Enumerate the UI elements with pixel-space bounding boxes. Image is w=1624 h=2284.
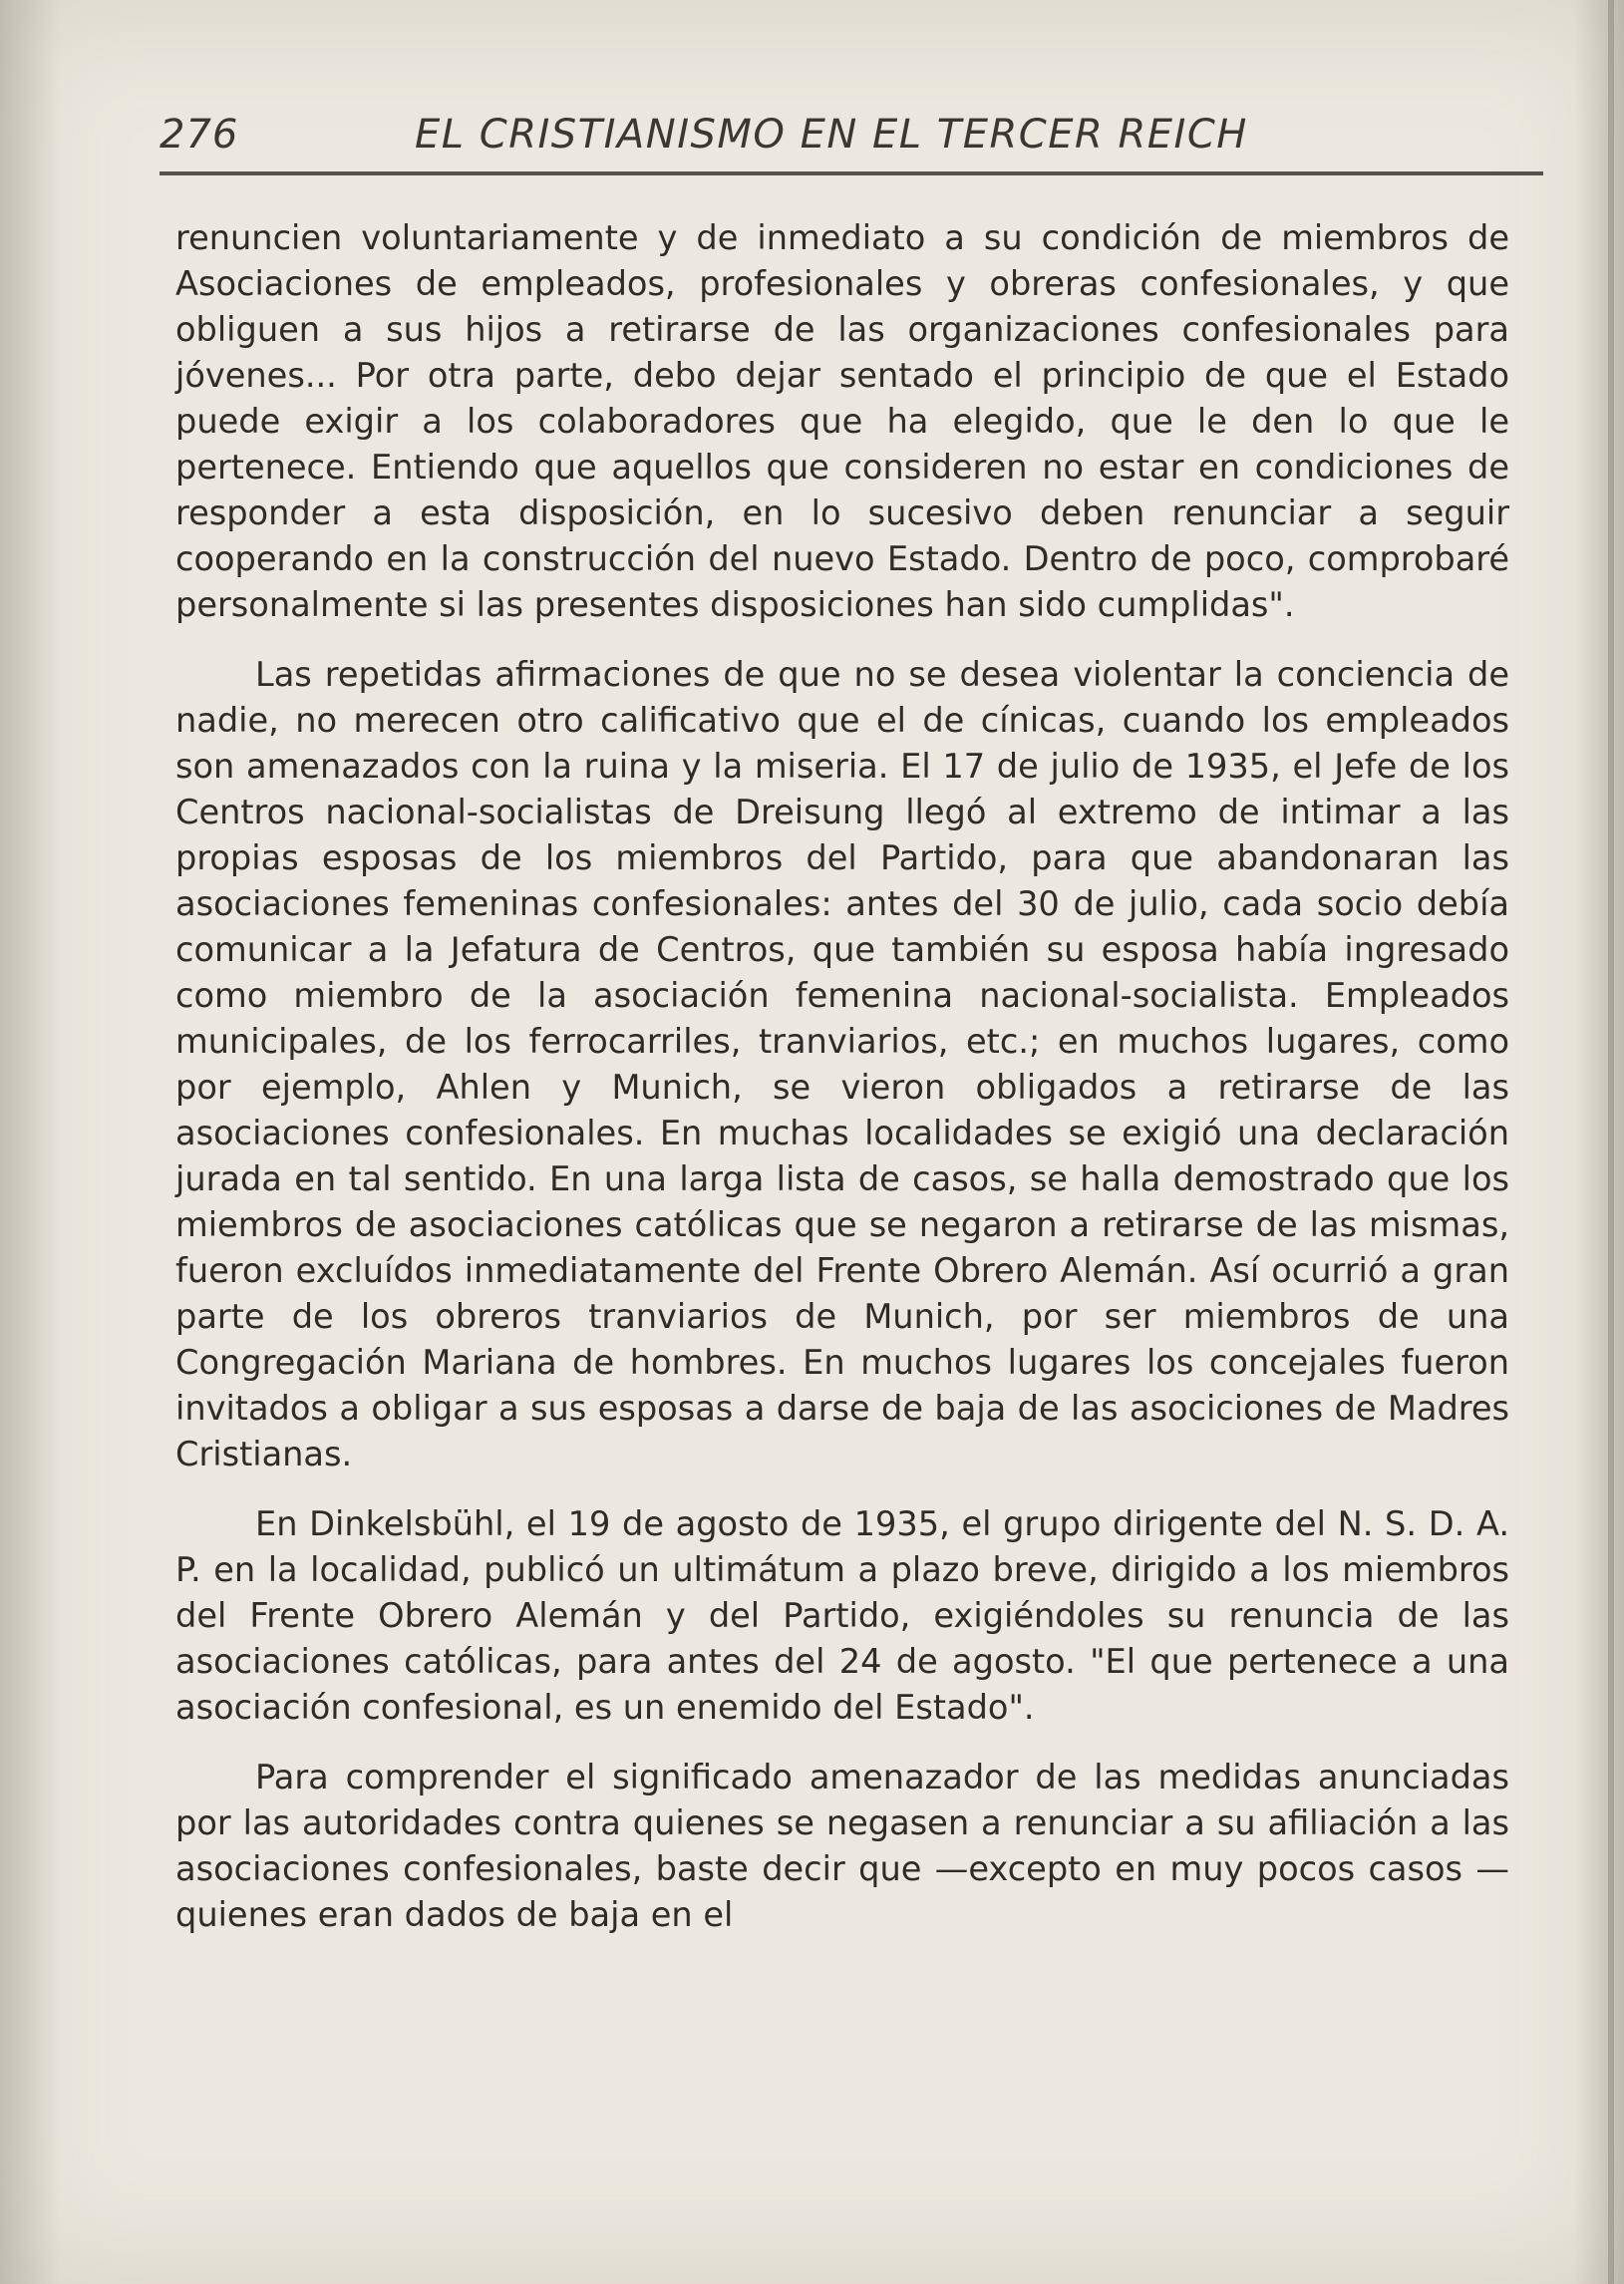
header-rule [160,171,1543,175]
page-number: 276 [160,112,239,158]
paragraph-continued-quote: renuncien voluntariamente y de inmediato a su condición de miembros de Asociaciones de empleados, profesionales y obreras confesionales, y que obliguen a sus hijos a retirarse de las organizaciones confesionales para jóvenes... Por otra parte, debo dejar sentado el principio de que el Estado puede exigir a los colaboradores que ha elegido, que le den lo que le pertenece. Entiendo que aquellos que consideren no estar en condiciones de responder a esta disposición, en lo sucesivo deben renunciar a seguir cooperando en la construcción del nuevo Estado. Dentro de poco, comprobaré personalmente si las presentes disposiciones han sido cumplidas". [175,218,1509,624]
page-header [160,112,1545,171]
paragraph: En Dinkelsbühl, el 19 de agosto de 1935, el grupo dirigente del N. S. D. A. P. en la localidad, publicó un ultimátum a plazo breve, dirigido a los miembros del Frente Obrero Alemán y del Partido, exigiéndoles su renuncia de las asociaciones católicas, para antes del 24 de agosto. "El que pertenece a una asociación confesional, es un enemido del Estado". [175,1504,1509,1727]
scan-edge-shadow [1608,0,1614,2284]
body-text [175,215,1509,1938]
paragraph: Para comprender el significado amenazador de las medidas anunciadas por las autoridades contra quienes se negasen a renunciar a su afiliación a las asociaciones confesionales, baste decir que —excepto en muy pocos casos — quienes eran dados de baja en el [175,1758,1509,1934]
running-title: EL CRISTIANISMO EN EL TERCER REICH [415,112,1248,158]
paragraph: Las repetidas afirmaciones de que no se desea violentar la conciencia de nadie, no merecen otro calificativo que el de cínicas, cuando los empleados son amenazados con la ruina y la miseria. El 17 de julio de 1935, el Jefe de los Centros nacional-socialistas de Dreisung llegó al extremo de intimar a las propias esposas de los miembros del Partido, para que abandonaran las asociaciones femeninas confesionales: antes del 30 de julio, cada socio debía comunicar a la Jefatura de Centros, que también su esposa había ingresado como miembro de la asociación femenina nacional-socialista. Empleados municipales, de los ferrocarriles, tranviarios, etc.; en muchos lugares, como por ejemplo, Ahlen y Munich, se vieron obligados a retirarse de las asociaciones confesionales. En muchas localidades se exigió una declaración jurada en tal sentido. En una larga lista de casos, se halla demostrado que los miembros de asociaciones católicas que se negaron a retirarse de las mismas, fueron excluídos inmediatamente del Frente Obrero Alemán. Así ocurrió a gran parte de los obreros tranviarios de Munich, por ser miembros de una Congregación Mariana de hombres. En muchos lugares los concejales fueron invitados a obligar a sus esposas a darse de baja de las asociciones de Madres Cristianas. [175,655,1509,1473]
